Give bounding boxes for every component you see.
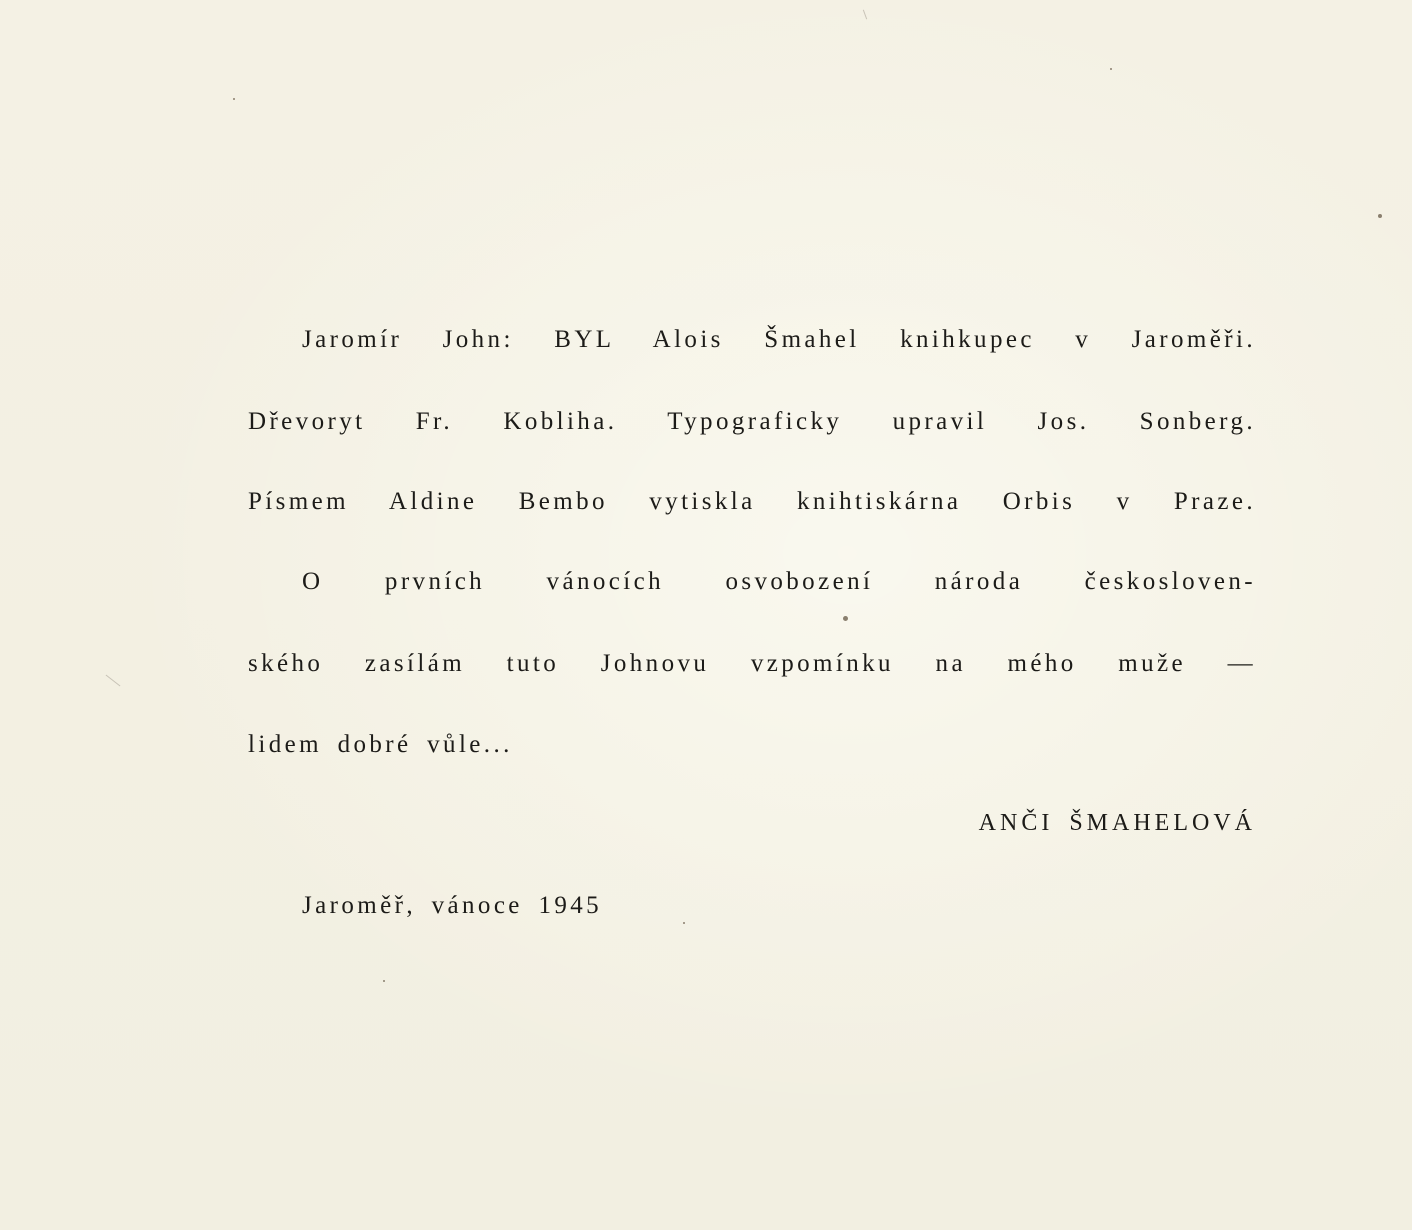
place-date: Jaroměř, vánoce 1945 (302, 892, 603, 919)
signature: ANČI ŠMAHELOVÁ (978, 810, 1256, 836)
paper-scratch (863, 10, 867, 20)
dedication-line-2: ského zasílám tuto Johnovu vzpomínku na mého muže — (248, 650, 1256, 677)
colophon-line-3: Písmem Aldine Bembo vytiskla knihtiskárna Orbis v Praze. (248, 488, 1256, 515)
paper-speck (1110, 68, 1112, 70)
colophon-line-1: Jaromír John: BYL Alois Šmahel knihkupec v Jaroměři. (302, 326, 1256, 353)
paper-speck (843, 616, 848, 621)
colophon-line-2: Dřevoryt Fr. Kobliha. Typograficky upravil Jos. Sonberg. (248, 408, 1256, 435)
paper-speck (1378, 214, 1382, 218)
paper-speck (683, 922, 685, 924)
paper-scratch (106, 675, 121, 687)
paper-speck (383, 980, 385, 982)
paper-speck (233, 98, 235, 100)
dedication-line-1: O prvních vánocích osvobození národa českosloven- (302, 568, 1256, 595)
dedication-line-3: lidem dobré vůle... (248, 731, 513, 758)
